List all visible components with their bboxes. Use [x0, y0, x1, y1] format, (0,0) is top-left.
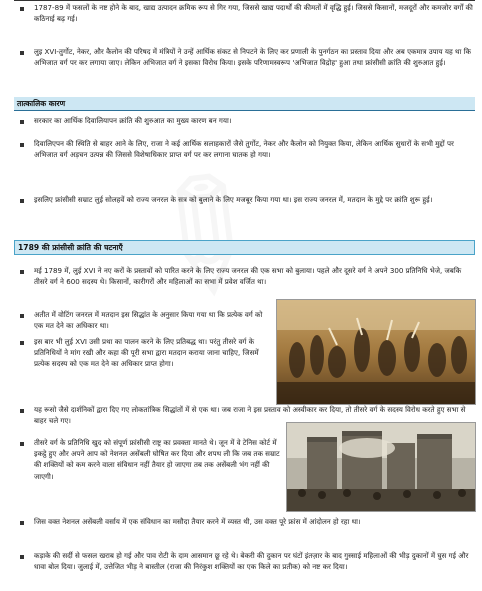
bullet [20, 521, 24, 525]
list-item: सरकार का आर्थिक दिवालियापन क्रांति की शुरुआत का मुख्य कारण बन गया। [34, 116, 232, 125]
bullet [20, 314, 24, 318]
bullet [20, 7, 24, 11]
bullet [20, 341, 24, 345]
list-item: दिवालिएपन की स्थिति से बाहर आने के लिए, राजा ने कई आर्थिक सलाहकारों जैसे तुर्गोट, नेकर और कैलोन को नियुक्त किया, लेकिन आर्थिक सुधारों के सभी मुद्दों पर अभिजात वर्ग अड़चन उत्पन्न की जिससे विशेषाधिकार प्राप्त वर्ग पर कर लगाना घातक हो गया। [34, 139, 454, 160]
bastille-painting-image [286, 422, 476, 512]
bullet [20, 555, 24, 559]
bullet [20, 409, 24, 413]
bullet [20, 442, 24, 446]
list-item: यह रूसो जैसे दार्शनिकों द्वारा दिए गए लोकतांत्रिक सिद्धांतों में से एक था। जब राजा ने इस प्रस्ताव को अस्वीकार कर दिया, तो तीसरे वर्ग के सदस्य विरोध करते हुए सभा से बाहर चले गए। [34, 405, 466, 426]
painting-assembly-image [276, 299, 476, 405]
bullet [20, 51, 24, 55]
bullet [20, 143, 24, 147]
list-item: कड़ाके की सर्दी से फसल खराब हो गई और पाव रोटी के दाम आसमान छू रहे थे। बेकरी की दुकान पर घंटों इंतज़ार के बाद गुस्साई महिलाओं की भीड़ दुकानों में घुस गई और धावा बोल दिया। जुलाई में, उत्तेजित भीड़ ने बास्तील (राजा की निरंकुश शक्तियों का एक किले का प्रतीक) को नष्ट कर दिया। [34, 551, 469, 572]
bullet [20, 120, 24, 124]
top-rule [14, 0, 475, 1]
section-heading: 1789 की फ्रांसीसी क्रांति की घटनाएँ [14, 240, 475, 255]
list-item: अतीत में वोटिंग जनरल में मतदान इस सिद्धांत के अनुसार किया गया था कि प्रत्येक वर्ग को एक मत देने का अधिकार था। [34, 310, 263, 331]
list-item: इसलिए फ्रांसीसी सम्राट लुई सोलहवें को राज्य जनरल के सत्र को बुलाने के लिए मजबूर किया गया था। इस राज्य जनरल में, मतदान के मुद्दे पर क्रांति शुरू हुई। [34, 195, 433, 204]
paragraph: 1787-89 में फसलों के नष्ट होने के बाद, खाद्य उत्पादन क्रमिक रूप से गिर गया, जिससे खाद्य पदार्थों की कीमतों में वृद्धि हुई। जिससे किसानों, मजदूरों और कमजोर वर्गों की कठिनाई बढ़ गई। [34, 3, 473, 24]
bullet [20, 199, 24, 203]
list-item: जिस वक्त नेशनल असेंबली वर्साय में एक संविधान का मसौदा तैयार करने में व्यस्त थी, उस वक्त पूरे फ्रांस में आंदोलन हो रहा था। [34, 517, 361, 526]
section-heading: तात्कालिक कारण [14, 97, 475, 111]
list-item: मई 1789 में, लुई XVI ने नए करों के प्रस्तावों को पारित करने के लिए राज्य जनरल की एक सभा को बुलाया। पहले और दूसरे वर्ग ने अपने 300 प्रतिनिधि भेजे, जबकि तीसरे वर्ग ने 600 सदस्य थे। किसानों, कारीगरों और महिलाओं का सभा में प्रवेश वर्जित था। [34, 266, 462, 287]
list-item: तीसरे वर्ग के प्रतिनिधि खुद को संपूर्ण फ्रांसीसी राष्ट्र का प्रवक्ता मानते थे। जून में वे टेनिस कोर्ट में इकट्ठे हुए और अपने आप को नेशनल असेंबली घोषित कर दिया और शपथ ली कि जब तक सम्राट की शक्तियों को कम करने वाला संविधान नहीं तैयार हो जाएगा तब तक असेंबली भंग नहीं की जाएगी। [34, 438, 280, 481]
paragraph: लुइ XVI-तुर्गोट, नेकर, और कैलोन की परिषद में मंत्रियों ने उन्हें आर्थिक संकट से निपटने के लिए कर प्रणाली के पुनर्गठन का प्रस्ताव दिया और अब एकमात्र उपाय यह था कि अभिजात वर्ग पर कर लगाया जाए। लेकिन अभिजात वर्ग ने इसका विरोध किया। इसके परिणामस्वरूप 'अभिजात विद्रोह' हुआ तथा फ्रांसीसी क्रांति की शुरुआत हुई। [34, 47, 471, 68]
bullet [20, 270, 24, 274]
list-item: इस बार भी लुई XVI उसी प्रथा का पालन करने के लिए प्रतिबद्ध था। परंतु तीसरे वर्ग के प्रतिनिधियों ने मांग रखी और कहा की पूरी सभा द्वारा मतदान कराया जाना चाहिए, जिसमें प्रत्येक सदस्य को एक मत देने का अधिकार प्राप्त होगा। [34, 337, 259, 369]
